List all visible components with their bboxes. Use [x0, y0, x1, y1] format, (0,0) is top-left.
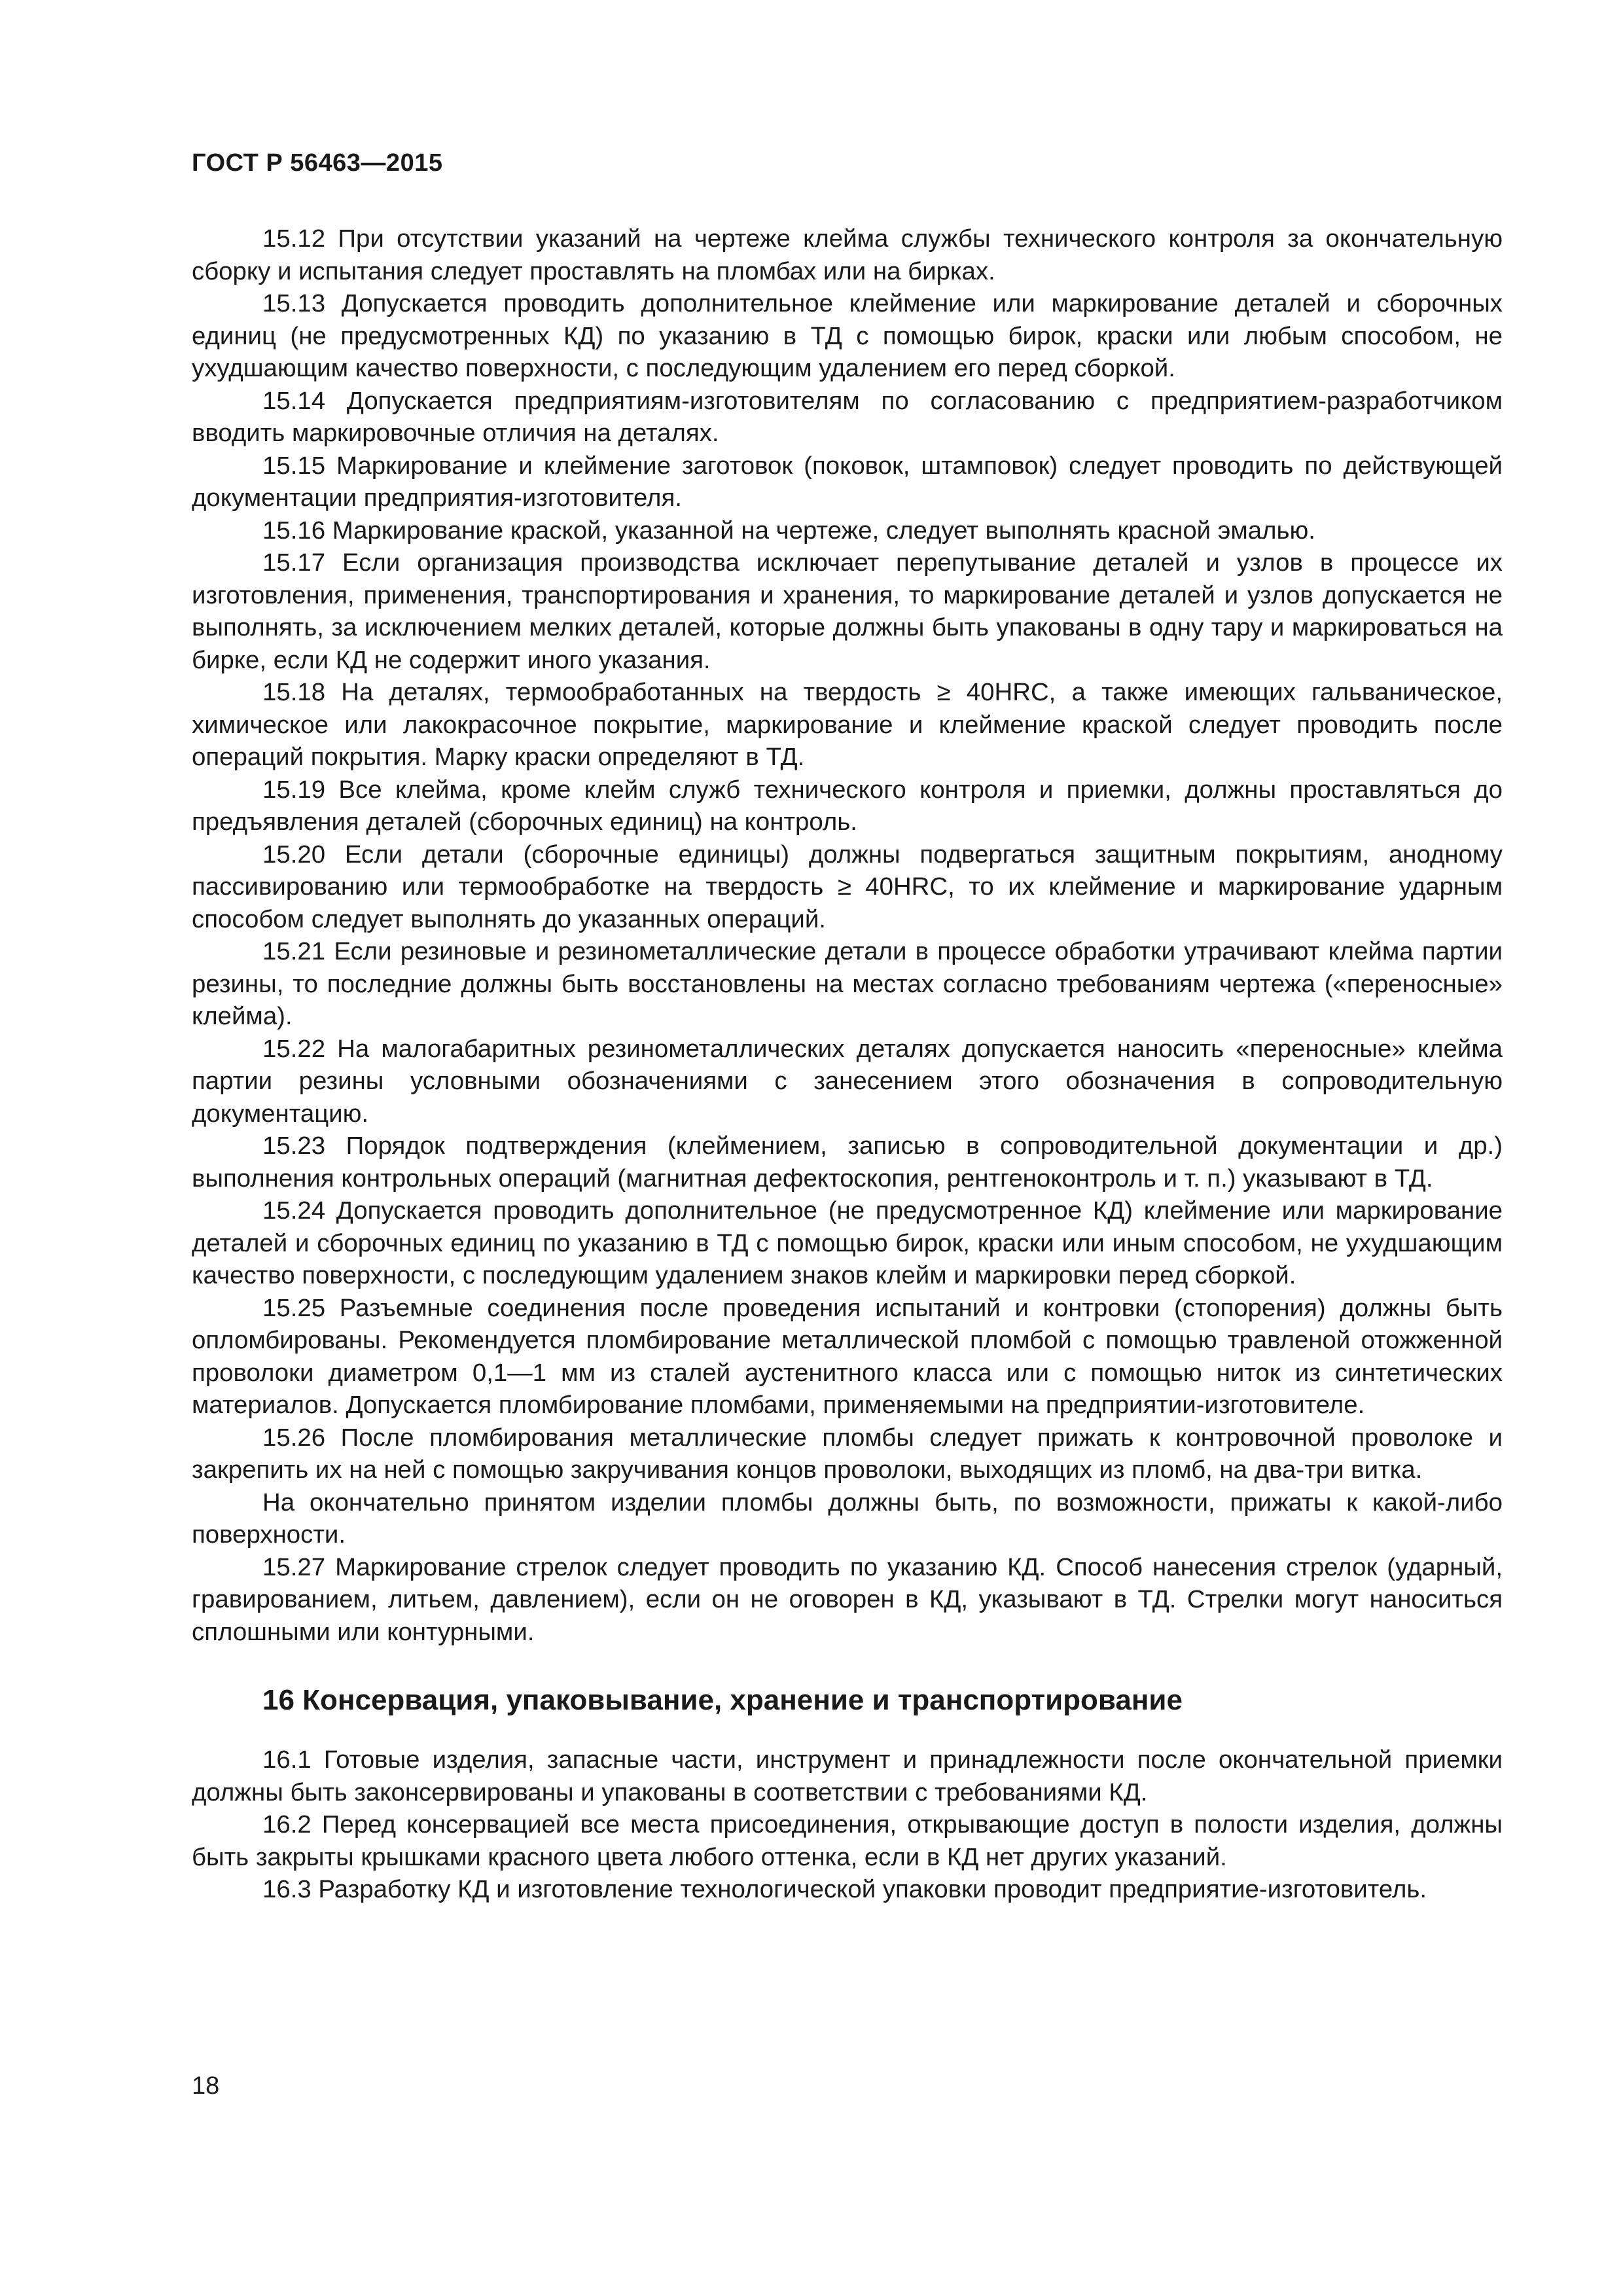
page-number: 18: [192, 2072, 220, 2100]
paragraph-15-13: 15.13 Допускается проводить дополнительное клеймение или маркирование деталей и сборочных единиц (не предусмотренных КД) по указанию в ТД с помощью бирок, краски или любым способом, не ухудшающим качество поверхности, с последующим удалением его перед сборкой.: [192, 289, 1503, 382]
paragraph-15-24: 15.24 Допускается проводить дополнительное (не предусмотренное КД) клеймение или маркирование деталей и сборочных единиц по указанию в ТД с помощью бирок, краски или иным способом, не ухудшающим качество поверхности, с последующим удалением знаков клейм и маркировки перед сборкой.: [192, 1196, 1503, 1289]
paragraph-15-26-continued: На окончательно принятом изделии пломбы должны быть, по возможности, прижаты к какой-либо поверхности.: [192, 1488, 1503, 1549]
paragraph-15-25: 15.25 Разъемные соединения после проведения испытаний и контровки (стопорения) должны быть опломбированы. Рекомендуется пломбирование металлической пломбой с помощью травленой отожженной проволоки диаметром 0,1—1 мм из сталей аустенитного класса или с помощью ниток из синтетических материалов. Допускается пломбирование пломбами, применяемыми на предприятии-изготовителе.: [192, 1293, 1503, 1419]
paragraph-15-16: 15.16 Маркирование краской, указанной на чертеже, следует выполнять красной эмалью.: [262, 516, 1315, 545]
document-body: [192, 223, 1503, 1906]
paragraph-16-3: 16.3 Разработку КД и изготовление технологической упаковки проводит предприятие-изготовитель.: [262, 1875, 1427, 1903]
paragraph-15-21: 15.21 Если резиновые и резинометаллические детали в процессе обработки утрачивают клейма партии резины, то последние должны быть восстановлены на местах согласно требованиям чертежа («переносные» клейма).: [192, 937, 1503, 1030]
paragraph-15-19: 15.19 Все клейма, кроме клейм служб технического контроля и приемки, должны проставляться до предъявления деталей (сборочных единиц) на контроль.: [192, 775, 1503, 836]
paragraph-15-18: 15.18 На деталях, термообработанных на твердость ≥ 40HRC, а также имеющих гальваническое, химическое или лакокрасочное покрытие, маркирование и клеймение краской следует проводить после операций покрытия. Марку краски определяют в ТД.: [192, 678, 1503, 771]
paragraph-15-12: 15.12 При отсутствии указаний на чертеже клейма службы технического контроля за окончательную сборку и испытания следует проставлять на пломбах или на бирках.: [192, 224, 1503, 285]
paragraph-15-14: 15.14 Допускается предприятиям-изготовителям по согласованию с предприятием-разработчиком вводить маркировочные отличия на деталях.: [192, 386, 1503, 447]
paragraph-15-17: 15.17 Если организация производства исключает перепутывание деталей и узлов в процессе их изготовления, применения, транспортирования и хранения, то маркирование деталей и узлов допускается не выполнять, за исключением мелких деталей, которые должны быть упакованы в одну тару и маркироваться на бирке, если КД не содержит иного указания.: [192, 548, 1503, 674]
paragraph-15-20: 15.20 Если детали (сборочные единицы) должны подвергаться защитным покрытиям, анодному пассивированию или термообработке на твердость ≥ 40HRC, то их клеймение и маркирование ударным способом следует выполнять до указанных операций.: [192, 840, 1503, 933]
paragraph-15-27: 15.27 Маркирование стрелок следует проводить по указанию КД. Способ нанесения стрелок (ударный, гравированием, литьем, давлением), если он не оговорен в КД, указывают в ТД. Стрелки могут наноситься сплошными или контурными.: [192, 1552, 1503, 1646]
paragraph-16-1: 16.1 Готовые изделия, запасные части, инструмент и принадлежности после окончательной приемки должны быть законсервированы и упакованы в соответствии с требованиями КД.: [192, 1746, 1503, 1806]
document-code-header: ГОСТ Р 56463—2015: [192, 149, 443, 177]
paragraph-15-23: 15.23 Порядок подтверждения (клеймением, записью в сопроводительной документации и др.) выполнения контрольных операций (магнитная дефектоскопия, рентгеноконтроль и т. п.) указывают в ТД.: [192, 1132, 1503, 1193]
paragraph-15-22: 15.22 На малогабаритных резинометаллических деталях допускается наносить «переносные» клейма партии резины условными обозначениями с занесением этого обозначения в сопроводительную документацию.: [192, 1034, 1503, 1128]
section-16-heading: 16 Консервация, упаковывание, хранение и транспортирование: [262, 1684, 1183, 1716]
paragraph-15-15: 15.15 Маркирование и клеймение заготовок (поковок, штамповок) следует проводить по действующей документации предприятия-изготовителя.: [192, 451, 1503, 512]
paragraph-15-26: 15.26 После пломбирования металлические пломбы следует прижать к контровочной проволоке и закрепить их на ней с помощью закручивания концов проволоки, выходящих из пломб, на два-три витка.: [192, 1423, 1503, 1484]
paragraph-16-2: 16.2 Перед консервацией все места присоединения, открывающие доступ в полости изделия, должны быть закрыты крышками красного цвета любого оттенка, если в КД нет других указаний.: [192, 1810, 1503, 1871]
